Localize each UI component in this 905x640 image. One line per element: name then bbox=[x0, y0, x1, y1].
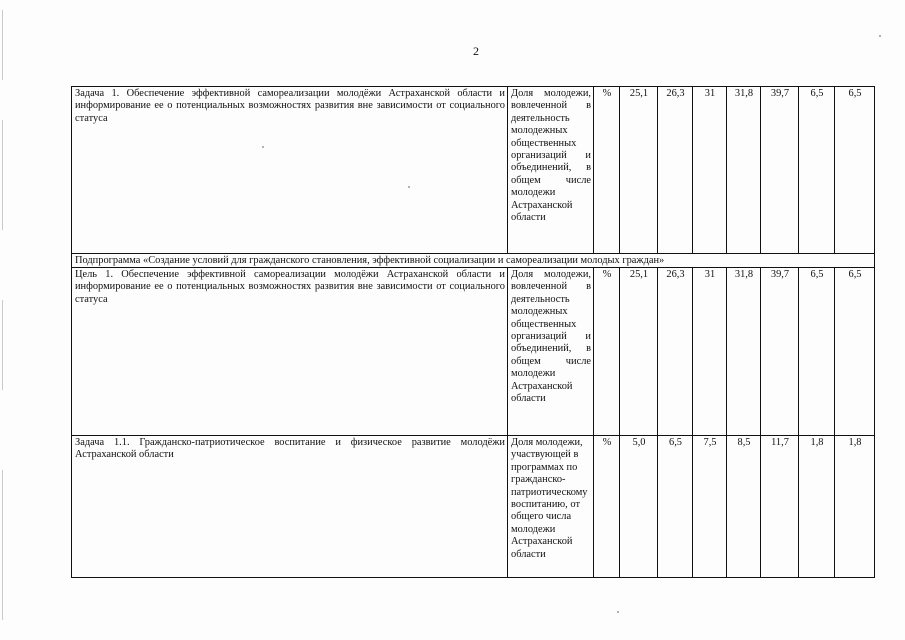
table-row bbox=[72, 268, 875, 436]
value-cell: 26,3 bbox=[658, 87, 693, 254]
value-cell: 26,3 bbox=[658, 268, 693, 436]
table-row bbox=[72, 436, 875, 578]
value-cell: 6,5 bbox=[835, 87, 875, 254]
value-cell: 6,5 bbox=[835, 268, 875, 436]
value-cell: 6,5 bbox=[799, 268, 835, 436]
scan-speck bbox=[617, 611, 619, 613]
scan-edge-mark bbox=[2, 10, 3, 80]
value-cell: 31 bbox=[693, 87, 727, 254]
value-cell: 11,7 bbox=[761, 436, 799, 578]
value-cell: 1,8 bbox=[835, 436, 875, 578]
task-cell: Цель 1. Обеспечение эффективной самореализации молодёжи Астраханской области и информирование ее о потенциальных возможностях развития вне зависимости от социального статуса bbox=[72, 268, 508, 436]
unit-cell: % bbox=[594, 87, 620, 254]
unit-cell: % bbox=[594, 268, 620, 436]
indicators-table bbox=[71, 86, 875, 578]
value-cell: 31 bbox=[693, 268, 727, 436]
indicator-cell: Доля молодежи, участвующей в программах по гражданско-патриотическому воспитанию, от общего числа молодежи Астраханской области bbox=[508, 436, 594, 578]
value-cell: 25,1 bbox=[620, 87, 658, 254]
subprogram-heading: Подпрограмма «Создание условий для гражданского становления, эффективной социализации и самореализации молодых граждан» bbox=[72, 254, 875, 268]
value-cell: 39,7 bbox=[761, 87, 799, 254]
value-cell: 8,5 bbox=[727, 436, 761, 578]
value-cell: 5,0 bbox=[620, 436, 658, 578]
value-cell: 25,1 bbox=[620, 268, 658, 436]
scan-edge-mark bbox=[2, 300, 3, 390]
value-cell: 6,5 bbox=[658, 436, 693, 578]
value-cell: 31,8 bbox=[727, 87, 761, 254]
unit-cell: % bbox=[594, 436, 620, 578]
value-cell: 39,7 bbox=[761, 268, 799, 436]
table-row bbox=[72, 87, 875, 254]
value-cell: 1,8 bbox=[799, 436, 835, 578]
task-cell: Задача 1. Обеспечение эффективной самореализации молодёжи Астраханской области и информирование ее о потенциальных возможностях развития вне зависимости от социального статуса bbox=[72, 87, 508, 254]
page-number: 2 bbox=[473, 44, 479, 58]
value-cell: 31,8 bbox=[727, 268, 761, 436]
indicator-cell: Доля молодежи, вовлеченной в деятельность молодежных общественных организаций и объединений, в общем числе молодежи Астраханской области bbox=[508, 268, 594, 436]
subprogram-row bbox=[72, 254, 875, 268]
value-cell: 6,5 bbox=[799, 87, 835, 254]
value-cell: 7,5 bbox=[693, 436, 727, 578]
scan-edge-mark bbox=[2, 120, 3, 230]
scan-edge-mark bbox=[2, 470, 3, 620]
indicator-cell: Доля молодежи, вовлеченной в деятельность молодежных общественных организаций и объединений, в общем числе молодежи Астраханской области bbox=[508, 87, 594, 254]
scan-speck bbox=[879, 35, 881, 37]
task-cell: Задача 1.1. Гражданско-патриотическое воспитание и физическое развитие молодёжи Астраханской области bbox=[72, 436, 508, 578]
